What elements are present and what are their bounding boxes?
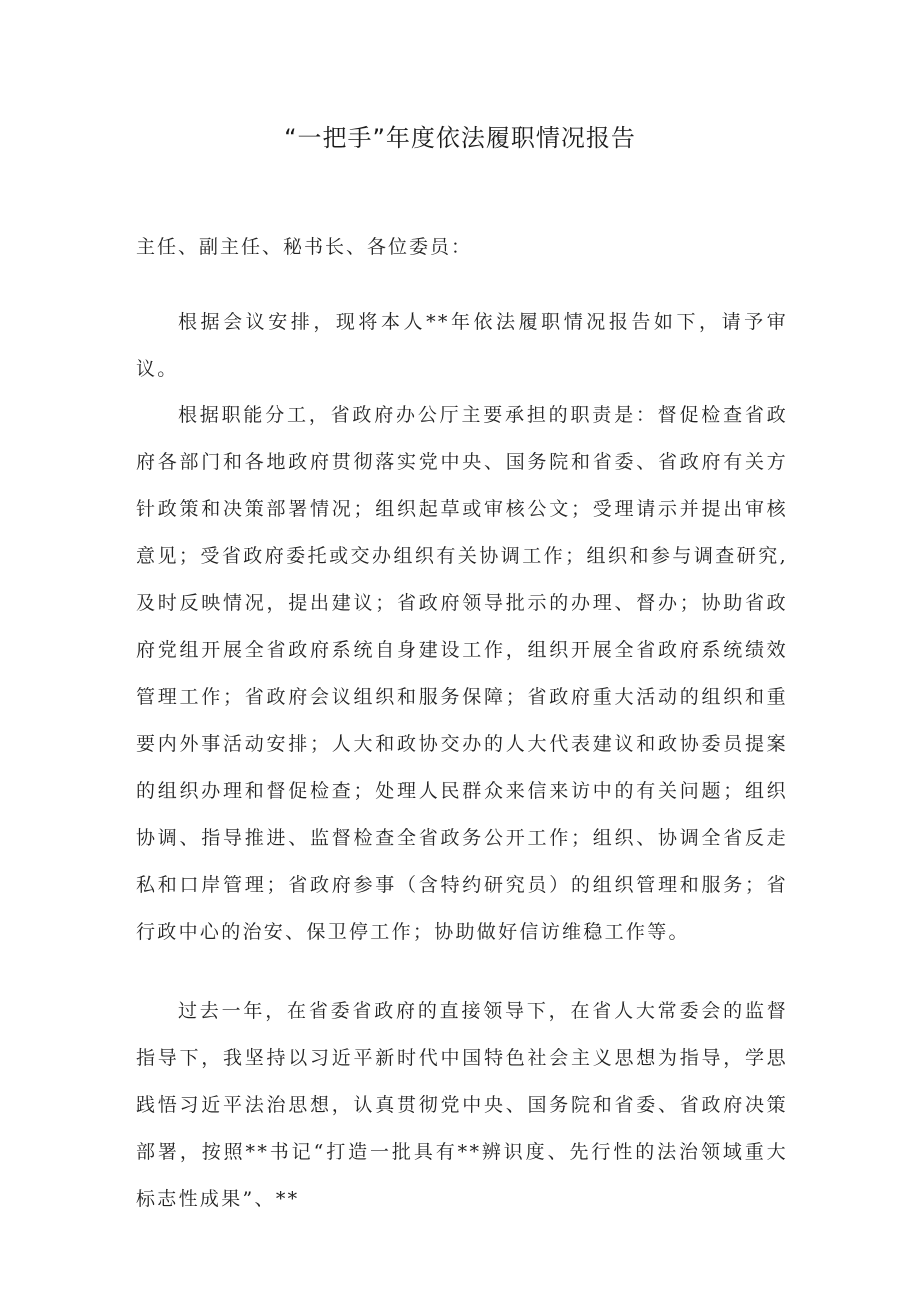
paragraph-intro: 根据会议安排，现将本人**年依法履职情况报告如下，请予审议。 (136, 311, 788, 380)
paragraph-past-year: 过去一年，在省委省政府的直接领导下，在省人大常委会的监督指导下，我坚持以习近平新时代中国特色社会主义思想为指导，学思践悟习近平法治思想，认真贯彻党中央、国务院和省委、省政府决策部署，按照**书记“打造一批具有**辨识度、先行性的法治领域重大标志性成果”、** (136, 1000, 788, 1210)
salutation: 主任、副主任、秘书长、各位委员： (136, 236, 473, 258)
paragraph-responsibilities: 根据职能分工，省政府办公厅主要承担的职责是：督促检查省政府各部门和各地政府贯彻落实党中央、国务院和省委、省政府有关方针政策和决策部署情况；组织起草或审核公文；受理请示并提出审核意见；受省政府委托或交办组织有关协调工作；组织和参与调查研究,及时反映情况，提出建议；省政府领导批示的办理、督办；协助省政府党组开展全省政府系统自身建设工作，组织开展全省政府系统绩效管理工作；省政府会议组织和服务保障；省政府重大活动的组织和重要内外事活动安排；人大和政协交办的人大代表建议和政协委员提案的组织办理和督促检查；处理人民群众来信来访中的有关问题；组织协调、指导推进、监督检查全省政务公开工作；组织、协调全省反走私和口岸管理；省政府参事（含特约研究员）的组织管理和服务；省行政中心的治安、保卫停工作；协助做好信访维稳工作等。 (136, 404, 788, 943)
document-title: “一把手”年度依法履职情况报告 (284, 124, 636, 152)
